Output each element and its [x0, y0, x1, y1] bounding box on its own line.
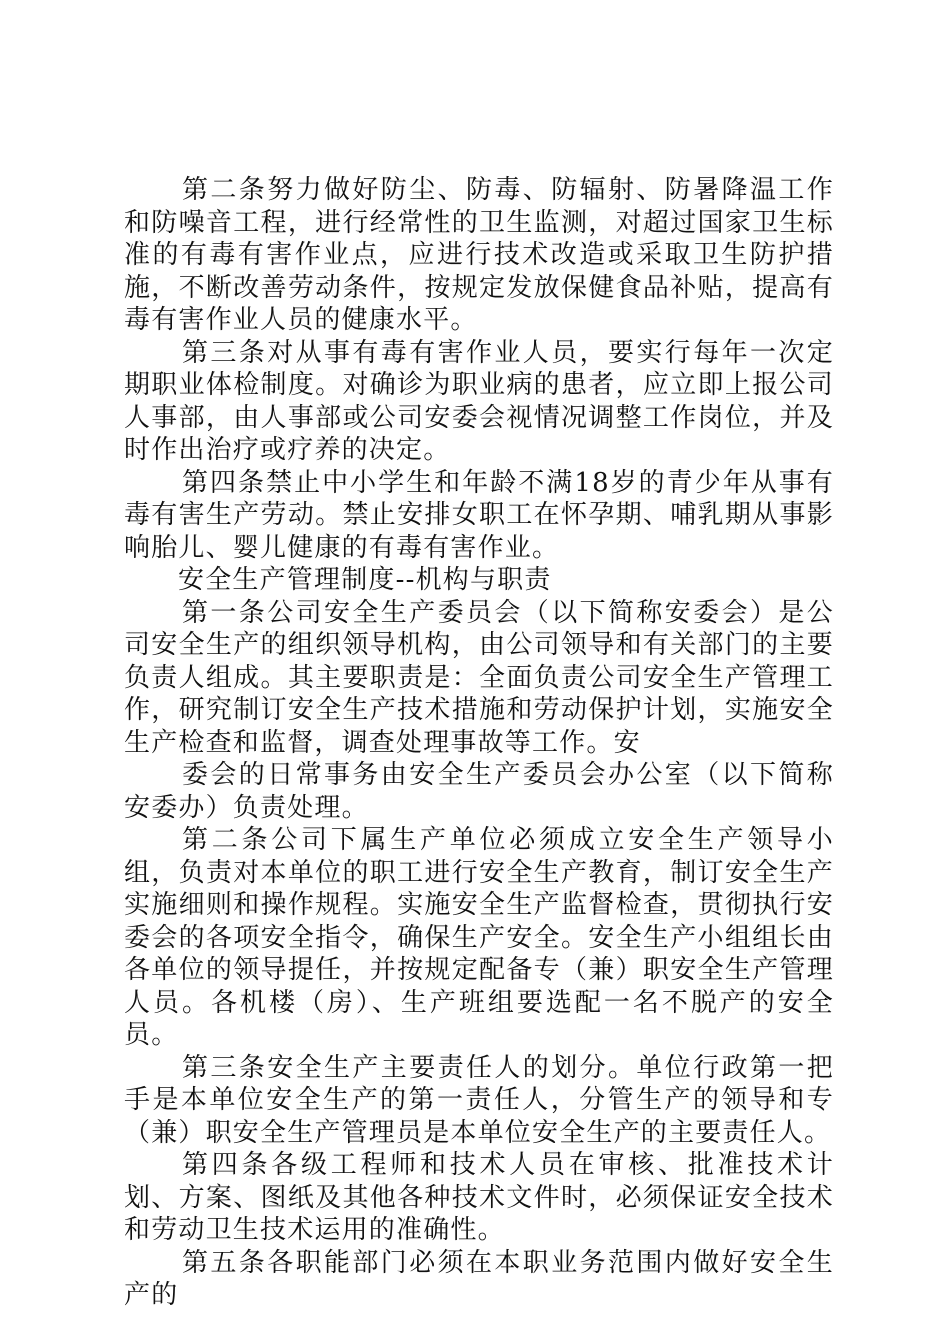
paragraph-committee-office: 委会的日常事务由安全生产委员会办公室（以下简称安委办）负责处理。 — [124, 760, 834, 823]
paragraph-article-3-responsibility: 第三条安全生产主要责任人的划分。单位行政第一把手是本单位安全生产的第一责任人，分管生产的领导和专（兼）职安全生产管理员是本单位安全生产的主要责任人。 — [124, 1052, 834, 1148]
paragraph-article-3-physical-exam: 第三条对从事有毒有害作业人员，要实行每年一次定期职业体检制度。对确诊为职业病的患者，应立即上报公司人事部，由人事部或公司安委会视情况调整工作岗位，并及时作出治疗或疗养的决定。 — [124, 337, 834, 465]
paragraph-article-2-leadership-group: 第二条公司下属生产单位必须成立安全生产领导小组，负责对本单位的职工进行安全生产教育，制订安全生产实施细则和操作规程。实施安全生产监督检查，贯彻执行安委会的各项安全指令，确保生产安全。安全生产小组组长由各单位的领导提任，并按规定配备专（兼）职安全生产管理人员。各机楼（房）、生产班组要选配一名不脱产的安全员。 — [124, 825, 834, 1050]
section-heading: 安全生产管理制度--机构与职责 — [178, 565, 552, 595]
paragraph-article-1-safety-committee: 第一条公司安全生产委员会（以下简称安委会）是公司安全生产的组织领导机构，由公司领导和有关部门的主要负责人组成。其主要职责是：全面负责公司安全生产管理工作，研究制订安全生产技术措施和劳动保护计划，实施安全生产检查和监督，调查处理事故等工作。安 — [124, 597, 834, 758]
paragraph-article-5-departments: 第五条各职能部门必须在本职业务范围内做好安全生产的 — [124, 1247, 834, 1310]
paragraph-article-4-prohibitions: 第四条禁止中小学生和年龄不满18岁的青少年从事有毒有害生产劳动。禁止安排女职工在怀孕期、哺乳期从事影响胎儿、婴儿健康的有毒有害作业。 — [124, 467, 834, 563]
paragraph-article-2-dust-prevention: 第二条努力做好防尘、防毒、防辐射、防暑降温工作和防噪音工程，进行经常性的卫生监测，对超过国家卫生标准的有毒有害作业点，应进行技术改造或采取卫生防护措施，不断改善劳动条件，按规定发放保健食品补贴，提高有毒有害作业人员的健康水平。 — [124, 175, 834, 335]
document-body — [124, 174, 834, 1312]
paragraph-article-4-engineers: 第四条各级工程师和技术人员在审核、批准技术计划、方案、图纸及其他各种技术文件时，必须保证安全技术和劳动卫生技术运用的准确性。 — [124, 1150, 834, 1245]
